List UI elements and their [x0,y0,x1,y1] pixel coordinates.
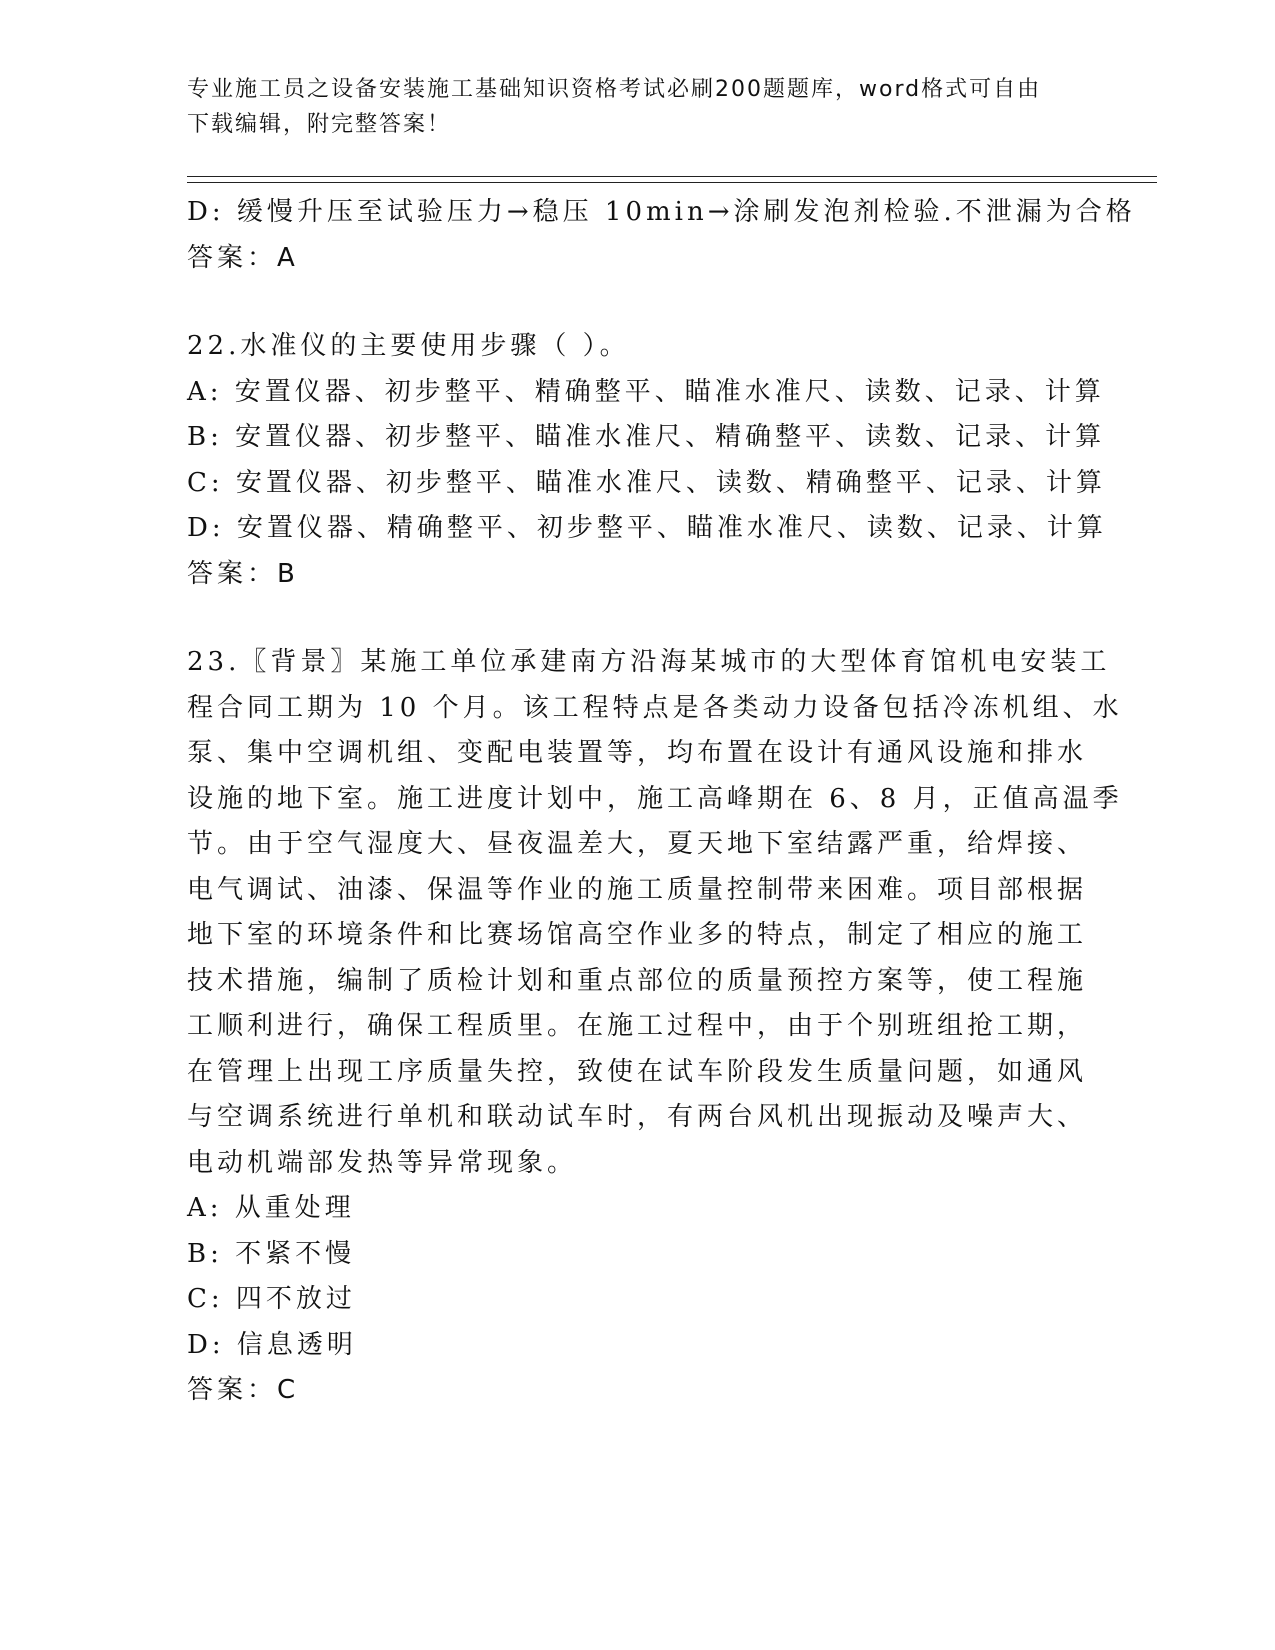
question-23-stem-line: 设施的地下室。施工进度计划中，施工高峰期在 6、8 月，正值高温季 [187,783,1123,814]
question-23 [187,640,1123,1414]
question-gap [187,597,1087,640]
question-23-stem-line: 节。由于空气湿度大、昼夜温差大，夏天地下室结露严重，给焊接、 [187,829,1088,859]
document-body [187,190,1136,1414]
question-23-option-b: B: 不紧不慢 [187,1238,356,1269]
question-22 [187,324,1107,597]
question-23-stem-line: 电动机端部发热等异常现象。 [187,1147,578,1178]
question-23-stem-line: 工顺利进行，确保工程质里。在施工过程中，由于个别班组抢工期， [187,1011,1088,1041]
header-line-2: 下载编辑，附完整答案！ [187,112,452,137]
question-22-stem: 22.水准仪的主要使用步骤（ ）。 [187,331,630,361]
header-line-1: 专业施工员之设备安装施工基础知识资格考试必刷200题题库，word格式可自由 [187,77,1042,102]
question-23-stem-line: 泵、集中空调机组、变配电装置等，均布置在设计有通风设施和排水 [187,738,1088,768]
header-divider [187,176,1157,183]
question-22-option-d: D: 安置仪器、精确整平、初步整平、瞄准水准尺、读数、记录、计算 [187,513,1107,543]
question-23-stem-line: 电气调试、油漆、保温等作业的施工质量控制带来困难。项目部根据 [187,874,1088,905]
question-23-stem-line: 程合同工期为 10 个月。该工程特点是各类动力设备包括冷冻机组、水 [187,692,1123,723]
prev-question-option-d: D: 缓慢升压至试验压力→稳压 10min→涂刷发泡剂检验.不泄漏为合格 [187,197,1136,227]
question-22-answer: 答案：B [187,558,299,589]
question-23-stem-line: 与空调系统进行单机和联动试车时，有两台风机出现振动及噪声大、 [187,1102,1088,1132]
question-23-stem-line: 技术措施，编制了质检计划和重点部位的质量预控方案等，使工程施 [187,965,1088,996]
question-23-stem-line: 地下室的环境条件和比赛场馆高空作业多的特点，制定了相应的施工 [187,920,1088,950]
question-23-stem-line: 在管理上出现工序质量失控，致使在试车阶段发生质量问题，如通风 [187,1056,1088,1087]
question-23-option-a: A: 从重处理 [187,1193,355,1223]
document-header [187,72,1087,142]
question-23-option-d: D: 信息透明 [187,1329,357,1360]
question-23-stem-line: 23.〖背景〗某施工单位承建南方沿海某城市的大型体育馆机电安装工 [187,647,1111,677]
question-gap [187,281,1087,324]
question-23-option-c: C: 四不放过 [187,1284,356,1314]
question-22-option-b: B: 安置仪器、初步整平、瞄准水准尺、精确整平、读数、记录、计算 [187,422,1106,452]
question-23-answer: 答案：C [187,1375,300,1405]
question-22-option-c: C: 安置仪器、初步整平、瞄准水准尺、读数、精确整平、记录、计算 [187,467,1106,498]
question-22-option-a: A: 安置仪器、初步整平、精确整平、瞄准水准尺、读数、记录、计算 [187,376,1105,407]
prev-question-answer: 答案：A [187,242,299,273]
